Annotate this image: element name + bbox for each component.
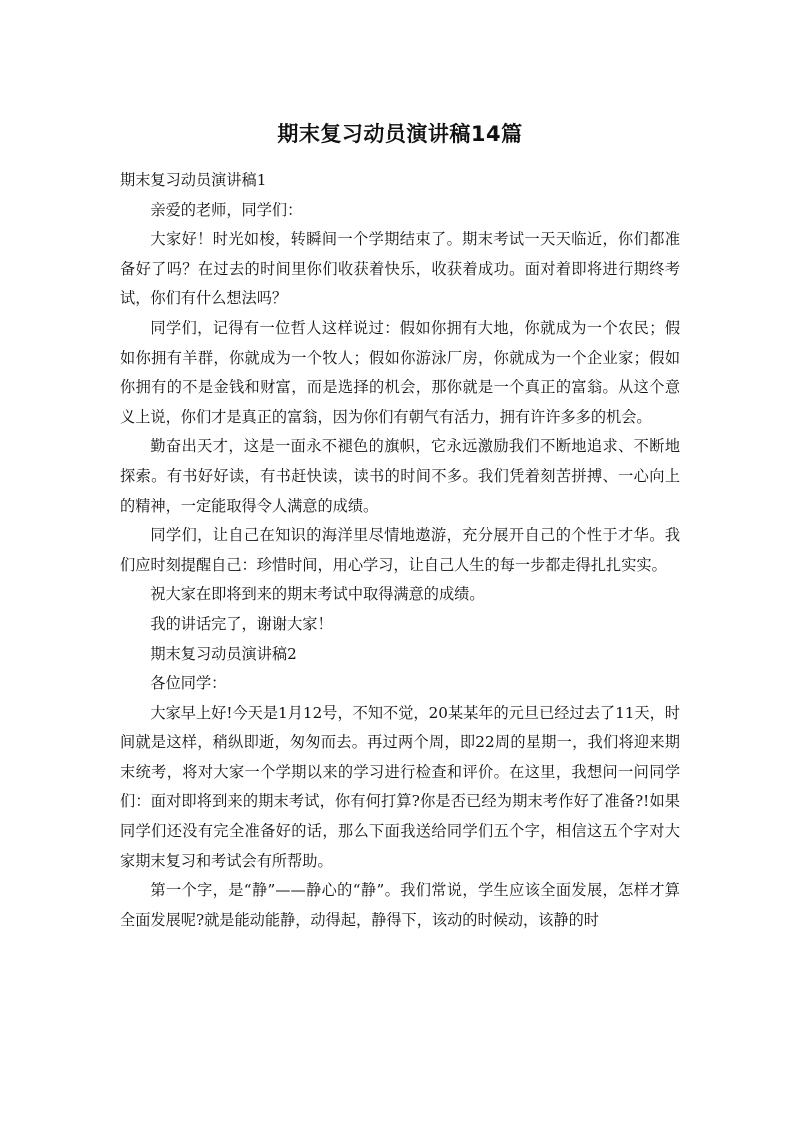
body-paragraph: 第一个字，是“静”——静心的“静”。我们常说，学生应该全面发展，怎样才算全面发展呢?就是能动能静，动得起，静得下，该动的时候动，该静的时 <box>120 881 680 929</box>
greeting-paragraph: 亲爱的老师，同学们： <box>150 200 303 219</box>
body-paragraph: 祝大家在即将到来的期末考试中取得满意的成绩。 <box>150 585 485 604</box>
body-paragraph: 同学们，让自己在知识的海洋里尽情地遨游，充分展开自己的个性于才华。我们应时刻提醒自己：珍惜时间，用心学习，让自己人生的每一步都走得扎扎实实。 <box>120 526 680 574</box>
body-paragraph: 勤奋出天才，这是一面永不褪色的旗帜，它永远激励我们不断地追求、不断地探索。有书好好读，有书赶快读，读书的时间不多。我们凭着刻苦拼搏、一心向上的精神，一定能取得令人满意的成绩。 <box>120 437 680 515</box>
document-title: 期末复习动员演讲稿14篇 <box>277 122 523 146</box>
body-paragraph: 同学们，记得有一位哲人这样说过：假如你拥有大地，你就成为一个农民；假如你拥有羊群，你就成为一个牧人；假如你游泳厂房，你就成为一个企业家；假如你拥有的不是金钱和财富，而是选择的机会，那你就是一个真正的富翁。从这个意义上说，你们才是真正的富翁，因为你们有朝气有活力，拥有许许多多的机会。 <box>120 318 680 426</box>
document-body <box>120 166 680 935</box>
greeting-paragraph: 各位同学： <box>150 674 227 693</box>
closing-paragraph: 我的讲话完了，谢谢大家！ <box>150 614 333 633</box>
speech-heading-1: 期末复习动员演讲稿1 <box>120 171 267 189</box>
body-paragraph: 大家好！时光如梭，转瞬间一个学期结束了。期末考试一天天临近，你们都准备好了吗？在过去的时间里你们收获着快乐，收获着成功。面对着即将进行期终考试，你们有什么想法吗？ <box>120 230 680 308</box>
body-paragraph: 大家早上好!今天是1月12号，不知不觉，20某某年的元旦已经过去了11天，时间就是这样，稍纵即逝，匆匆而去。再过两个周，即22周的星期一，我们将迎来期末统考，将对大家一个学期以来的学习进行检查和评价。在这里，我想问一问同学们：面对即将到来的期末考试，你有何打算?你是否已经为期末考作好了准备?!如果同学们还没有完全准备好的话，那么下面我送给同学们五个字，相信这五个字对大家期末复习和考试会有所帮助。 <box>120 703 680 870</box>
speech-heading-2: 期末复习动员演讲稿2 <box>150 644 297 663</box>
